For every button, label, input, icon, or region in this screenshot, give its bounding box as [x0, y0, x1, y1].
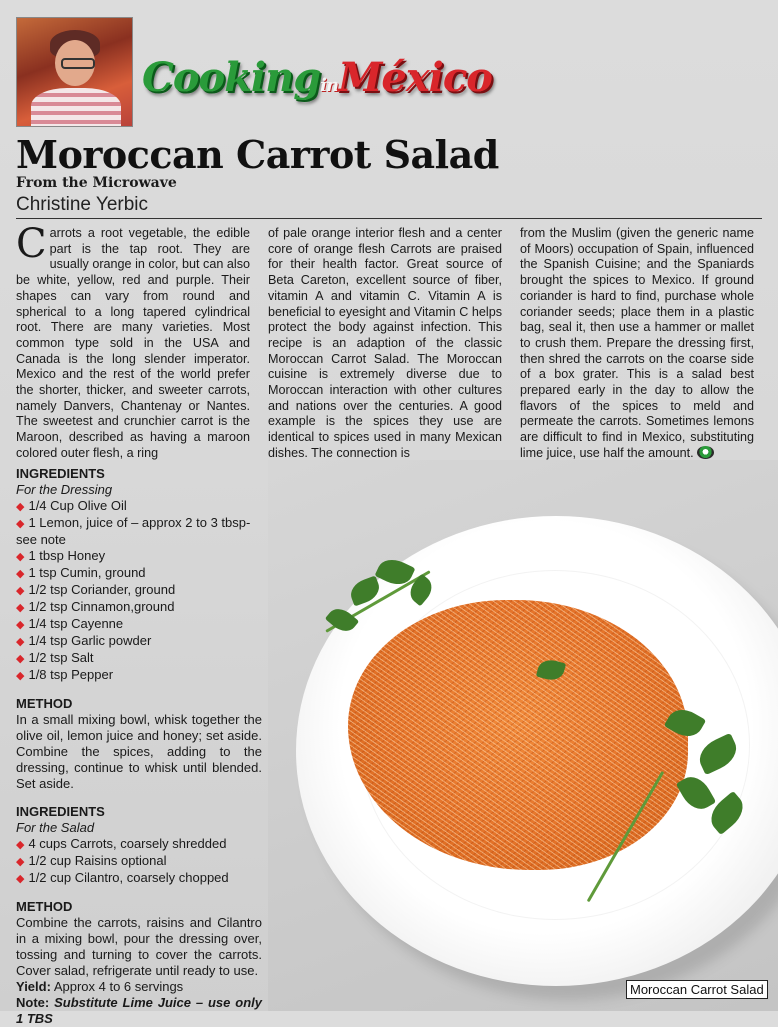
salad-ingredient-list — [16, 836, 262, 887]
note-line: Note: Substitute Lime Juice – use only 1 TBS — [16, 995, 262, 1026]
diamond-bullet-icon: ◆ — [16, 619, 25, 631]
diamond-bullet-icon: ◆ — [16, 670, 25, 682]
photo-caption: Moroccan Carrot Salad — [626, 980, 768, 999]
list-item: ◆ 1/4 tsp Cayenne — [16, 616, 124, 631]
list-item: ◆ 1/4 Cup Olive Oil — [16, 498, 127, 513]
masthead-logo — [142, 52, 542, 104]
ingredients-heading-dressing: INGREDIENTS — [16, 466, 105, 481]
title-divider — [16, 218, 762, 219]
list-item: ◆ 1/2 tsp Coriander, ground — [16, 582, 176, 597]
diamond-bullet-icon: ◆ — [16, 518, 25, 530]
ingredients-heading-salad: INGREDIENTS — [16, 804, 105, 819]
article-column-1 — [16, 221, 250, 462]
list-item: ◆ 1 tbsp Honey — [16, 548, 106, 563]
drop-cap: C — [16, 221, 47, 267]
diamond-bullet-icon: ◆ — [16, 568, 25, 580]
diamond-bullet-icon: ◆ — [16, 636, 25, 648]
list-item: ◆ 1 Lemon, juice of – approx 2 to 3 tbsp- see note — [16, 515, 251, 547]
column-2-text: of pale orange interior flesh and a center core of orange flesh Carrots are praised for their health factor. Great source of Beta Careton, excellent source of fiber, vitamin A and vitamin C. Vitamin A is beneficial to eyesight and Vitamin C helps protect the body against infection. This recipe is an adaption of the classic Moroccan Carrot Salad. The Moroccan cuisine is extremely diverse due to Moroccan interaction with other cultures and nations over the centuries. A good example is the spices they use are identical to spices used in many Mexican dishes. The connection is — [268, 226, 502, 460]
diamond-bullet-icon: ◆ — [16, 856, 25, 868]
author-byline: Christine Yerbic — [16, 194, 149, 215]
yield-line: Yield: Approx 4 to 6 servings — [16, 979, 184, 994]
diamond-bullet-icon: ◆ — [16, 839, 25, 851]
author-photo — [16, 17, 133, 127]
article-subtitle: From the Microwave — [16, 175, 177, 191]
masthead-part-3: México — [338, 54, 492, 101]
salad-label: For the Salad — [16, 820, 95, 835]
diamond-bullet-icon: ◆ — [16, 585, 25, 597]
method-text-salad: Combine the carrots, raisins and Cilantro in a mixing bowl, pour the dressing over, tossing and turning to cover the carrots. Cover salad, refrigerate until ready to use. — [16, 915, 262, 978]
recipe-box — [16, 466, 262, 1027]
column-1-text: arrots a root vegetable, the edible part is the tap root. They are usually orange in color, but can also be white, yellow, red and purple. Their shapes can vary from round and spherical to a long tapered cylindrical root. There are many varieties. Most common type sold in the USA and Canada is the long slender imperator. Mexico and the rest of the world prefer the shorter, thicker, and sweeter carrots, namely Danvers, Chantenay or Nantes. The sweetest and crunchier carrot is the Maroon, described as having a maroon colored outer flesh, a ring — [16, 226, 250, 460]
article-column-3 — [520, 226, 754, 462]
diamond-bullet-icon: ◆ — [16, 501, 25, 513]
list-item: ◆ 1/4 tsp Garlic powder — [16, 633, 152, 648]
list-item: ◆ 4 cups Carrots, coarsely shredded — [16, 836, 227, 851]
list-item: ◆ 1/2 cup Cilantro, coarsely chopped — [16, 870, 229, 885]
dressing-label: For the Dressing — [16, 482, 113, 497]
list-item: ◆ 1/2 cup Raisins optional — [16, 853, 167, 868]
list-item: ◆ 1/8 tsp Pepper — [16, 667, 114, 682]
article-column-2 — [268, 226, 502, 462]
list-item: ◆ 1/2 tsp Salt — [16, 650, 94, 665]
method-heading-dressing: METHOD — [16, 696, 73, 711]
diamond-bullet-icon: ◆ — [16, 873, 25, 885]
diamond-bullet-icon: ◆ — [16, 602, 25, 614]
list-item: ◆ 1 tsp Cumin, ground — [16, 565, 146, 580]
sombrero-end-icon — [697, 446, 714, 459]
list-item: ◆ 1/2 tsp Cinnamon,ground — [16, 599, 175, 614]
masthead-part-1: Cooking — [142, 54, 321, 101]
diamond-bullet-icon: ◆ — [16, 653, 25, 665]
dressing-ingredient-list — [16, 498, 262, 684]
method-text-dressing: In a small mixing bowl, whisk together the olive oil, lemon juice and honey; set aside. Combine the spices, adding to the dressing, continue to whisk until blended. Set aside. — [16, 712, 262, 791]
method-heading-salad: METHOD — [16, 899, 73, 914]
diamond-bullet-icon: ◆ — [16, 551, 25, 563]
article-title: Moroccan Carrot Salad — [16, 132, 499, 177]
masthead-part-2: in — [320, 75, 339, 96]
salad-photo — [268, 460, 778, 1011]
column-3-text: from the Muslim (given the generic name of Moors) occupation of Spain, influenced the Spanish Cuisine; and the Spaniards brought the spices to Mexico. If ground coriander is hard to find, purchase whole coriander seeds; place them in a plastic bag, seal it, then use a hammer or mallet to crush them. Prepare the dressing first, then shred the carrots on the coarse side of a box grater. This is a salad best prepared early in the day to allow the flavors of the spices to meld and permeate the carrots. Sometimes lemons are difficult to find in Mexico, substituting lime juice, use half the amount. — [520, 226, 754, 460]
